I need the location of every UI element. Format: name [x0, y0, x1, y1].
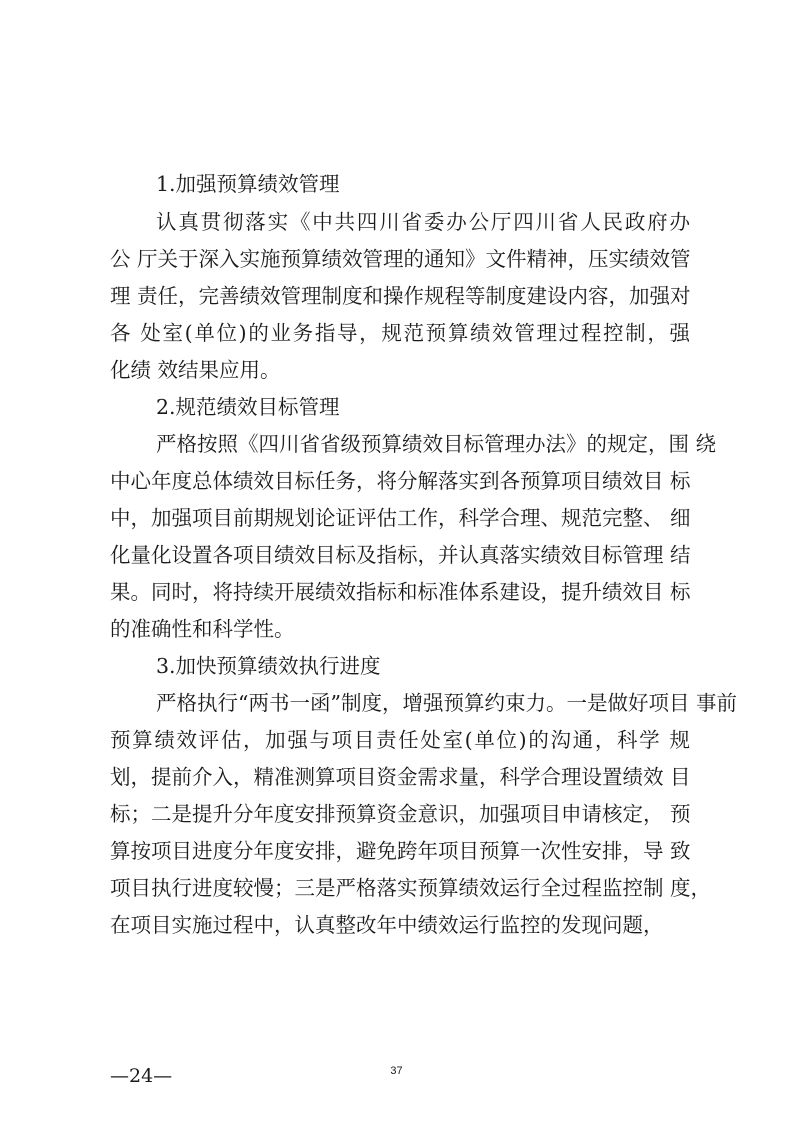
paragraph-line: 化量化设置各项目绩效目标及指标，并认真落实绩效目标管理 结 [110, 543, 691, 567]
paragraph-line: 化绩 效结果应用。 [110, 358, 281, 382]
paragraph-line: 严格执行“两书一函”制度，增强预算约束力。一是做好项目 事前 [156, 691, 737, 715]
page-label: —24— [110, 1065, 173, 1087]
paragraph-line: 划，提前介入，精准测算项目资金需求量，科学合理设置绩效 目 [110, 765, 691, 789]
paragraph-line: 中心年度总体绩效目标任务，将分解落实到各预算项目绩效目 标 [110, 469, 691, 493]
paragraph-line: 理 责任，完善绩效管理制度和操作规程等制度建设内容，加强对 [110, 284, 691, 308]
section-heading: 3.加快预算绩效执行进度 [156, 654, 381, 678]
paragraph-line: 算按项目进度分年度安排，避免跨年项目预算一次性安排，导 致 [110, 839, 691, 863]
paragraph-line: 中，加强项目前期规划论证评估工作，科学合理、规范完整、 细 [110, 506, 691, 530]
paragraph-line: 的准确性和科学性。 [110, 617, 295, 641]
paragraph-line: 项目执行进度较慢；三是严格落实预算绩效运行全过程监控制 度， [110, 876, 712, 900]
paragraph-line: 各 处室(单位)的业务指导，规范预算绩效管理过程控制，强 [110, 321, 690, 345]
paragraph-line: 预算绩效评估，加强与项目责任处室(单位)的沟通，科学 规 [110, 728, 690, 752]
section-heading: 1.加强预算绩效管理 [156, 172, 340, 196]
paragraph-line: 公 厅关于深入实施预算绩效管理的通知》文件精神，压实绩效管 [110, 247, 691, 271]
page-number: 37 [390, 1065, 403, 1077]
paragraph-line: 认真贯彻落实《中共四川省委办公厅四川省人民政府办 [156, 210, 690, 234]
paragraph-line: 在项目实施过程中，认真整改年中绩效运行监控的发现问题， [110, 913, 664, 937]
paragraph-line: 严格按照《四川省省级预算绩效目标管理办法》的规定，围 绕 [156, 432, 717, 456]
section-heading: 2.规范绩效目标管理 [156, 395, 340, 419]
paragraph-line: 标；二是提升分年度安排预算资金意识，加强项目申请核定， 预 [110, 802, 691, 826]
paragraph-line: 果。同时，将持续开展绩效指标和标准体系建设，提升绩效目 标 [110, 580, 691, 604]
